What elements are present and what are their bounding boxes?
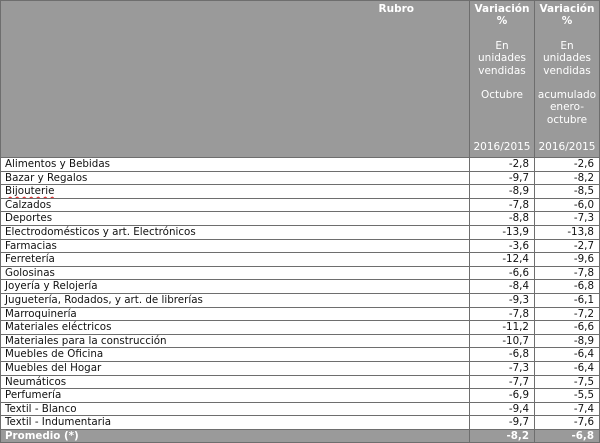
promedio-acumulado: -6,8	[535, 429, 600, 443]
acumulado-cell: -7,5	[535, 375, 600, 389]
acumulado-cell: -13,8	[535, 225, 600, 239]
promedio-octubre: -8,2	[470, 429, 535, 443]
table-row	[1, 293, 600, 307]
header-col2-period-line: enero-	[549, 101, 585, 114]
acumulado-cell: -7,6	[535, 416, 600, 430]
rubro-cell: Perfumería	[1, 389, 470, 403]
rubro-cell: Marroquinería	[1, 307, 470, 321]
header-col2-body-line: unidades	[543, 52, 591, 65]
acumulado-cell: -6,4	[535, 361, 600, 375]
header-col2-body-line: En	[560, 39, 574, 52]
rubro-cell: Materiales para la construcción	[1, 334, 470, 348]
acumulado-cell: -7,8	[535, 266, 600, 280]
rubro-cell: Deportes	[1, 212, 470, 226]
rubro-cell: Muebles del Hogar	[1, 361, 470, 375]
spellcheck-underlined-text[interactable]: Bijouterie	[5, 185, 55, 198]
table-row	[1, 416, 600, 430]
rubro-cell: Farmacias	[1, 239, 470, 253]
header-col1-pct: %	[496, 15, 508, 28]
table-row	[1, 198, 600, 212]
octubre-cell: -3,6	[470, 239, 535, 253]
table-row	[1, 171, 600, 185]
rubro-cell: Textil - Blanco	[1, 402, 470, 416]
table-row	[1, 280, 600, 294]
acumulado-cell: -6,4	[535, 348, 600, 362]
header-col1-years: 2016/2015	[473, 140, 531, 153]
rubro-cell: Muebles de Oficina	[1, 348, 470, 362]
table-row	[1, 389, 600, 403]
octubre-cell: -10,7	[470, 334, 535, 348]
acumulado-cell: -7,3	[535, 212, 600, 226]
acumulado-cell: -2,6	[535, 158, 600, 172]
acumulado-cell: -6,8	[535, 280, 600, 294]
octubre-cell: -7,8	[470, 307, 535, 321]
header-col2-title: Variación	[539, 3, 595, 15]
octubre-cell: -6,6	[470, 266, 535, 280]
header-col1-body-line: vendidas	[478, 64, 526, 77]
octubre-cell: -2,8	[470, 158, 535, 172]
octubre-cell: -8,8	[470, 212, 535, 226]
acumulado-cell: -9,6	[535, 253, 600, 267]
table-row	[1, 225, 600, 239]
header-col2-period-line: octubre	[546, 113, 588, 126]
table-row	[1, 402, 600, 416]
octubre-cell: -8,4	[470, 280, 535, 294]
header-col1-body	[478, 40, 526, 77]
table-row	[1, 266, 600, 280]
header-variacion-acumulado	[535, 1, 600, 158]
promedio-label: Promedio (*)	[1, 429, 470, 443]
header-row	[1, 1, 600, 158]
acumulado-cell: -7,4	[535, 402, 600, 416]
header-col1-body-line: En	[495, 39, 509, 52]
header-col2-body	[543, 40, 591, 77]
acumulado-cell: -6,0	[535, 198, 600, 212]
table-row	[1, 348, 600, 362]
octubre-cell: -7,8	[470, 198, 535, 212]
rubro-cell: Bazar y Regalos	[1, 171, 470, 185]
octubre-cell: -9,3	[470, 293, 535, 307]
header-col2-period-line: acumulado	[537, 89, 597, 102]
octubre-cell: -9,4	[470, 402, 535, 416]
header-col2-body-line: vendidas	[543, 64, 591, 77]
table-row	[1, 253, 600, 267]
table-row	[1, 212, 600, 226]
table-row	[1, 158, 600, 172]
acumulado-cell: -8,5	[535, 185, 600, 199]
header-col2-years: 2016/2015	[538, 140, 596, 153]
rubro-cell: Alimentos y Bebidas	[1, 158, 470, 172]
acumulado-cell: -6,1	[535, 293, 600, 307]
rubro-cell	[1, 185, 470, 199]
table-row	[1, 361, 600, 375]
rubro-cell: Juguetería, Rodados, y art. de librerías	[1, 293, 470, 307]
octubre-cell: -9,7	[470, 171, 535, 185]
acumulado-cell: -7,2	[535, 307, 600, 321]
table-row	[1, 334, 600, 348]
header-col1-body-line: unidades	[478, 52, 526, 65]
rubro-cell: Calzados	[1, 198, 470, 212]
header-col2-pct: %	[561, 15, 573, 28]
rubro-cell: Ferretería	[1, 253, 470, 267]
octubre-cell: -11,2	[470, 321, 535, 335]
octubre-cell: -9,7	[470, 416, 535, 430]
rubro-cell: Joyería y Relojería	[1, 280, 470, 294]
table-row	[1, 307, 600, 321]
octubre-cell: -6,9	[470, 389, 535, 403]
header-col1-period: Octubre	[480, 89, 524, 102]
table-row	[1, 185, 600, 199]
rubro-cell: Textil - Indumentaria	[1, 416, 470, 430]
acumulado-cell: -8,9	[535, 334, 600, 348]
rubro-cell: Electrodomésticos y art. Electrónicos	[1, 225, 470, 239]
header-variacion-octubre	[470, 1, 535, 158]
table-row	[1, 321, 600, 335]
header-col2-period	[538, 89, 596, 126]
promedio-row	[1, 429, 600, 443]
rubro-cell: Golosinas	[1, 266, 470, 280]
acumulado-cell: -2,7	[535, 239, 600, 253]
acumulado-cell: -8,2	[535, 171, 600, 185]
acumulado-cell: -5,5	[535, 389, 600, 403]
octubre-cell: -7,7	[470, 375, 535, 389]
octubre-cell: -8,9	[470, 185, 535, 199]
octubre-cell: -7,3	[470, 361, 535, 375]
rubro-cell: Materiales eléctricos	[1, 321, 470, 335]
octubre-cell: -6,8	[470, 348, 535, 362]
header-rubro: Rubro	[1, 1, 470, 158]
octubre-cell: -13,9	[470, 225, 535, 239]
octubre-cell: -12,4	[470, 253, 535, 267]
table-row	[1, 239, 600, 253]
rubro-cell: Neumáticos	[1, 375, 470, 389]
acumulado-cell: -6,6	[535, 321, 600, 335]
table-row	[1, 375, 600, 389]
header-col1-title: Variación	[474, 3, 530, 15]
